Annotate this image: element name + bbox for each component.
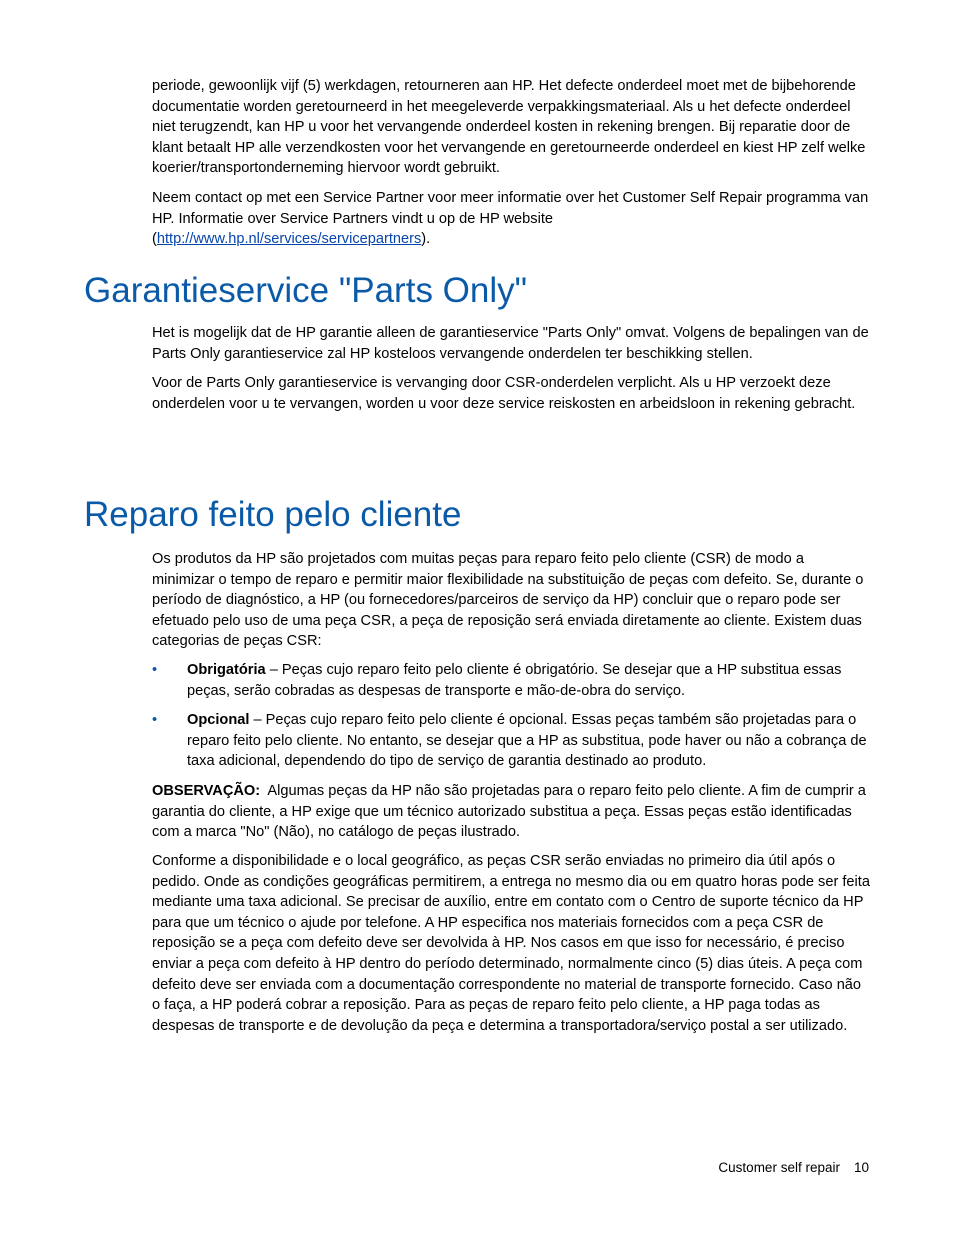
- paragraph-service-partner: [152, 188, 870, 250]
- service-partner-block: [152, 188, 870, 250]
- page-number: 10: [853, 1160, 869, 1175]
- heading-reparo-cliente: Reparo feito pelo cliente: [84, 495, 462, 534]
- bullet-text-opcional: [187, 710, 870, 772]
- term-opcional: Opcional: [187, 712, 250, 728]
- footer-section-title: Customer self repair: [718, 1160, 840, 1175]
- paragraph-reparo-intro: Os produtos da HP são projetados com muitas peças para reparo feito pelo cliente (CSR) de modo a minimizar o tempo de reparo e permitir maior flexibilidade na substituição de peças com defeito. Se, durante o período de diagnóstico, a HP (ou fornecedores/parceiros de serviço da HP) concluir que o reparo pode ser efetuado pelo uso de uma peça CSR, a peça de reposição será enviada diretamente ao cliente. Existem duas categorias de peças CSR:: [152, 551, 864, 650]
- paragraph-disponibilidade: Conforme a disponibilidade e o local geográfico, as peças CSR serão enviadas no primeiro dia útil após o pedido. Onde as condições geográficas permitirem, a entrega no mesmo dia ou em quatro horas pode ser feita mediante uma taxa adicional. Se precisar de auxílio, entre em contato com o Centro de suporte técnico da HP para que um técnico o ajude por telefone. A HP especifica nos materiais fornecidos com a peça CSR de reposição se a peça com defeito deve ser devolvida à HP. Nos casos em que isso for necessário, é preciso enviar a peça com defeito à HP dentro do período determinado, normalmente cinco (5) dias úteis. A peça com defeito deve ser enviada com a documentação correspondente no material de transporte fornecido. Caso não o faça, a HP poderá cobrar a reposição. Para as peças de reparo feito pelo cliente, a HP paga todas as despesas de transporte e de devolução da peça e determina a transportadora/serviço postal a ser utilizado.: [152, 853, 870, 1034]
- link-open-paren: (: [152, 231, 157, 248]
- paragraph-parts-only-2: Voor de Parts Only garantieservice is vervanging door CSR-onderdelen verplicht. Als u HP verzoekt deze onderdelen voor u te vervangen, worden u voor deze service reiskosten en arbeidsloon in rekening gebracht.: [152, 375, 856, 412]
- bullet-icon: •: [152, 712, 158, 728]
- note-text: Algumas peças da HP não são projetadas para o reparo feito pelo cliente. A fim de cumprir a garantia do cliente, a HP exige que um técnico autorizado substitua a peça. Essas peças estão identificadas com a marca "No" (Não), no catálogo de peças ilustrado.: [152, 783, 870, 841]
- link-close-paren: ).: [421, 231, 431, 248]
- parts-only-block-2: [152, 373, 870, 414]
- paragraph-observacao: [152, 781, 870, 843]
- term-obrigatoria: Obrigatória: [187, 662, 266, 678]
- bullet-icon: •: [152, 662, 158, 678]
- service-partners-link[interactable]: http://www.hp.nl/services/servicepartners: [156, 231, 422, 248]
- parts-only-block-1: [152, 323, 870, 364]
- desc-opcional: – Peças cujo reparo feito pelo cliente é opcional. Essas peças também são projetadas para o reparo feito pelo cliente. No entanto, se desejar que a HP as substitua, pode haver ou não a cobrança de taxa adicional, dependendo do tipo de serviço de garantia destinado ao produto.: [187, 712, 867, 770]
- paragraph-parts-only-1: Het is mogelijk dat de HP garantie alleen de garantieservice "Parts Only" omvat. Volgens de bepalingen van de Parts Only garantieservice zal HP kosteloos vervangende onderdelen ter beschikking stellen.: [152, 325, 869, 362]
- final-block: [152, 851, 870, 1036]
- note-label: OBSERVAÇÃO:: [152, 783, 261, 799]
- service-partner-text: Neem contact op met een Service Partner voor meer informatie over het Customer Self Repair programma van HP. Informatie over Service Partners vindt u op de HP website: [152, 190, 869, 227]
- paragraph-return-policy: periode, gewoonlijk vijf (5) werkdagen, retourneren aan HP. Het defecte onderdeel moet met de bijbehorende documentatie worden geretourneerd in het meegeleverde verpakkingsmateriaal. Als u het defecte onderdeel niet terugzendt, kan HP u voor het vervangende onderdeel kosten in rekening brengen. Bij reparatie door de klant betaalt HP alle verzendkosten voor het vervangende en geretourneerde onderdeel en kiest HP zelf welke koerier/transportonderneming hiervoor wordt gebruikt.: [152, 78, 866, 177]
- reparo-intro-block: [152, 549, 870, 652]
- observacao-block: [152, 781, 870, 843]
- page-footer: [718, 1158, 869, 1178]
- bullet-text-obrigatoria: [187, 660, 870, 701]
- desc-obrigatoria: – Peças cujo reparo feito pelo cliente é obrigatório. Se desejar que a HP substitua essas peças, serão cobradas as despesas de transporte e mão-de-obra do serviço.: [187, 662, 842, 699]
- heading-parts-only: Garantieservice "Parts Only": [84, 271, 528, 310]
- continuation-block: [152, 76, 870, 179]
